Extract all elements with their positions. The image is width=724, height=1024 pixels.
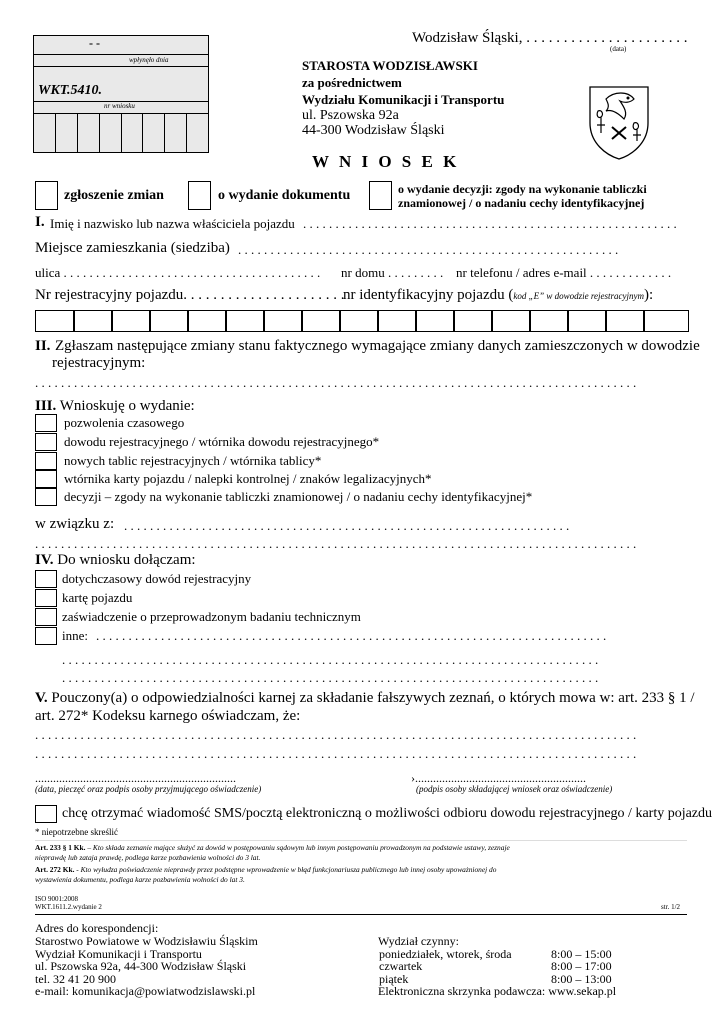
vin-cell[interactable] [529,310,569,332]
page-number: str. 1/2 [661,903,681,911]
vin-cell[interactable] [453,310,493,332]
art-272-text [35,865,687,885]
change-report-checkbox[interactable] [35,181,58,210]
residence-label: Miejsce zamieszkania (siedziba) [35,240,230,256]
attachment-item-1: dotychczasowy dowód rejestracyjny [62,571,252,586]
issue-item-1: pozwolenia czasowego [64,415,185,430]
iso-standard: ISO 9001:2008 [35,895,78,903]
art-272-body: - Kto wyłudza poświadczenie nieprawdy przez podstępne wprowadzenie w błąd funkcjonariusza publicznego lub innej osoby upoważnionej do [74,865,497,874]
temporary-permit-checkbox[interactable] [35,414,57,432]
section-4-number: IV. [35,552,54,568]
stamp-code: WKT.5410. [38,83,103,98]
vin-cell[interactable] [605,310,645,332]
decision-issue-checkbox[interactable] [369,181,392,210]
reason-field[interactable]: . . . . . . . . . . . . . . . . . . . . . . . . . . . . . . . . . . . . . . . . . . . . . . . . . . . . . . . . . . . . . . . . . . . . . [124,518,570,533]
hours-days-3: piątek [379,972,409,986]
stamp-dashes: - - [89,36,100,50]
vin-cell[interactable] [187,310,227,332]
correspondence-line-1: Starostwo Powiatowe w Wodzisławiu Śląskim [35,934,258,948]
form-version: WKT.1611.2.wydanie 2 [35,903,102,911]
art-233-text [35,843,687,863]
vehicle-card-checkbox[interactable] [35,589,57,607]
recipient-line-4: ul. Pszowska 92a [302,108,399,123]
decision-issue-label-2: znamionowej / o nadaniu cechy identyfikacyjnej [398,196,645,210]
house-number-field[interactable]: nr domu . . . . . . . . . [341,265,444,280]
applicant-signature-caption: (podpis osoby składającej wniosek oraz oświadczenie) [416,784,613,794]
vin-cell[interactable] [111,310,151,332]
sms-notification-checkbox[interactable] [35,805,57,823]
vin-cell[interactable] [73,310,113,332]
hours-time-2: 8:00 – 17:00 [551,959,612,973]
vin-label [343,287,653,304]
vin-cell[interactable] [643,310,689,332]
section-2-text-1: Zgłaszam następujące zmiany stanu faktycznego wymagające zmiany danych zamieszczonych w dowodzie [55,338,700,354]
issue-item-2: dowodu rejestracyjnego / wtórnika dowodu rejestracyjnego* [64,434,380,449]
coat-of-arms-icon [584,83,654,161]
vin-label-text: nr identyfikacyjny pojazdu ( [343,287,514,303]
section-3-heading [35,398,195,415]
street-field[interactable]: ulica . . . . . . . . . . . . . . . . . . . . . . . . . . . . . . . . . . . . . . . . [35,265,321,280]
recipient-line-2: za pośrednictwem [302,75,402,90]
vin-cell[interactable] [225,310,265,332]
office-email[interactable]: e-mail: komunikacja@powiatwodzislawski.pl [35,984,256,998]
owner-name-label: Imię i nazwisko lub nazwa właściciela pojazdu [50,216,295,231]
vin-cell[interactable] [339,310,379,332]
form-title: W N I O S E K [312,152,460,171]
change-report-label: zgłoszenie zmian [64,188,164,203]
document-issue-checkbox[interactable] [188,181,211,210]
opening-hours-title: Wydział czynny: [378,934,459,948]
vin-cell[interactable] [263,310,303,332]
officer-signature-field[interactable]: ................................................................... [35,771,236,785]
art-233-body: – Kto składa zeznanie mające służyć za dowód w postępowaniu sądowym lub innym postępowaniu prowadzonym na podstawie ustawy, zeznaje [85,843,510,852]
hours-days-1: poniedziałek, wtorek, środa [379,947,512,961]
other-attachment-line-2[interactable]: . . . . . . . . . . . . . . . . . . . . . . . . . . . . . . . . . . . . . . . . . . . . . . . . . . . . . . . . . . . . . . . . . . . . . . . . . . . . . . . . . . . [62,652,599,667]
decision-issue-label-1: o wydanie decyzji: zgody na wykonanie tabliczki [398,182,647,196]
hours-time-1: 8:00 – 15:00 [551,947,612,961]
recipient-line-1: STAROSTA WODZISŁAWSKI [302,58,478,73]
correspondence-title: Adres do korespondencji: [35,921,159,935]
section-4-heading [35,552,196,569]
section-5-text-2: art. 272* Kodeksu karnego oświadczam, że: [35,708,301,724]
document-issue-label: o wydanie dokumentu [218,188,351,203]
stamp-number-label: nr wniosku [104,102,135,110]
correspondence-line-2: Wydział Komunikacji i Transportu [35,947,202,961]
place-date[interactable]: Wodzisław Śląski, . . . . . . . . . . . . . . . . . . . . . . [412,30,688,46]
section-3-number: III. [35,398,57,414]
vehicle-card-duplicate-checkbox[interactable] [35,470,57,488]
reason-field-line-2[interactable]: . . . . . . . . . . . . . . . . . . . . . . . . . . . . . . . . . . . . . . . . . . . . . . . . . . . . . . . . . . . . . . . . . . . . . . . . . . . . . . . . . . . . . . . . . . . . . [35,536,637,551]
stamp-received-label: wpłynęło dnia [129,56,169,64]
correspondence-line-3: ul. Pszowska 92a, 44-300 Wodzisław Śląski [35,959,247,973]
owner-name-field[interactable]: . . . . . . . . . . . . . . . . . . . . . . . . . . . . . . . . . . . . . . . . . . . . . . . . . . . . . . . . . . [303,216,677,231]
attachment-item-3: zaświadczenie o przeprowadzonym badaniu technicznym [62,609,361,624]
vin-note: kod „E” w dowodzie rejestracyjnym [513,291,645,301]
attachment-item-2: kartę pojazdu [62,590,133,605]
art-233-body-2: nieprawdę lub zataja prawdę, podlega karze pozbawienia wolności do 3 lat. [35,853,261,862]
recipient-line-5: 44-300 Wodzisław Śląski [302,123,445,138]
applicant-signature-field[interactable]: ›......................................................... [411,771,586,785]
section-1-number: I. [35,214,45,230]
other-attachment-field[interactable]: . . . . . . . . . . . . . . . . . . . . . . . . . . . . . . . . . . . . . . . . . . . . . . . . . . . . . . . . . . . . . . . . . . . . . . . . . . . . . . . [96,628,607,643]
issue-item-3: nowych tablic rejestracyjnych / wtórnika tablicy* [64,453,322,468]
residence-field[interactable]: . . . . . . . . . . . . . . . . . . . . . . . . . . . . . . . . . . . . . . . . . . . . . . . . . . . . . . . . . . . [238,242,619,257]
section-5-text-1-body: Pouczony(a) o odpowiedzialności karnej za składanie fałszywych zeznań, o których mowa w: art. 233 § 1 / [51,690,695,706]
vin-cell[interactable] [567,310,607,332]
registration-certificate-checkbox[interactable] [35,433,57,451]
art-233-label: Art. 233 § 1 Kk. [35,843,86,852]
old-registration-checkbox[interactable] [35,570,57,588]
vin-cell[interactable] [149,310,189,332]
attachment-item-4: inne: [62,628,88,643]
section-4-heading-text: Do wniosku dołączam: [57,552,196,568]
reason-label: w związku z: [35,516,115,532]
section-2-number: II. [35,338,51,354]
footnote: * niepotrzebne skreślić [35,827,118,837]
hours-time-3: 8:00 – 13:00 [551,972,612,986]
art-272-label: Art. 272 Kk. [35,865,75,874]
changes-field[interactable]: . . . . . . . . . . . . . . . . . . . . . . . . . . . . . . . . . . . . . . . . . . . . . . . . . . . . . . . . . . . . . . . . . . . . . . . . . . . . . . . . . . . . . . . . . . . . . [35,375,637,390]
hours-days-2: czwartek [379,959,423,973]
vin-cell[interactable] [35,310,75,332]
date-caption: (data) [610,45,627,53]
vin-cell[interactable] [301,310,341,332]
issue-item-5: decyzji – zgody na wykonanie tabliczki znamionowej / o nadaniu cechy identyfikacyjnej* [64,489,533,504]
technical-inspection-checkbox[interactable] [35,608,57,626]
section-3-heading-text: Wnioskuję o wydanie: [59,398,195,414]
other-attachment-checkbox[interactable] [35,627,57,645]
officer-signature-caption: (data, pieczęć oraz podpis osoby przyjmującego oświadczenie) [35,784,262,794]
office-phone: tel. 32 41 20 900 [35,972,116,986]
other-attachment-line-3[interactable]: . . . . . . . . . . . . . . . . . . . . . . . . . . . . . . . . . . . . . . . . . . . . . . . . . . . . . . . . . . . . . . . . . . . . . . . . . . . . . . . . . . . [62,670,599,685]
vin-cell[interactable] [491,310,531,332]
vin-label-end: ): [644,287,654,303]
declaration-field-1[interactable]: . . . . . . . . . . . . . . . . . . . . . . . . . . . . . . . . . . . . . . . . . . . . . . . . . . . . . . . . . . . . . . . . . . . . . . . . . . . . . . . . . . . . . . . . . . . . . [35,727,637,742]
vin-cell[interactable] [415,310,455,332]
phone-email-field[interactable]: nr telefonu / adres e-mail . . . . . . . . . . . . . [456,265,672,280]
section-2-text-2: rejestracyjnym: [52,355,146,371]
recipient-line-3: Wydziału Komunikacji i Transportu [302,92,505,107]
plate-decision-checkbox[interactable] [35,488,57,506]
declaration-field-2[interactable]: . . . . . . . . . . . . . . . . . . . . . . . . . . . . . . . . . . . . . . . . . . . . . . . . . . . . . . . . . . . . . . . . . . . . . . . . . . . . . . . . . . . . . . . . . . . . . [35,746,637,761]
section-5-number: V. [35,690,48,706]
art-272-body-2: wystawienia dokumentu, podlega karze pozbawienia wolności do lat 3. [35,875,245,884]
registration-number-field[interactable]: Nr rejestracyjny pojazdu. . . . . . . . . . . . . . . . . . . . . . [35,287,345,303]
section-5-text-1 [35,690,695,707]
epuap-inbox[interactable]: Elektroniczna skrzynka podawcza: www.sekap.pl [378,984,617,998]
issue-item-4: wtórnika karty pojazdu / nalepki kontrolnej / znaków legalizacyjnych* [64,471,432,486]
sms-notification-label: chcę otrzymać wiadomość SMS/pocztą elektroniczną o możliwości odbioru dowodu rejestracyjnego / karty pojazdu [62,806,713,821]
registration-stamp [33,35,209,153]
license-plates-checkbox[interactable] [35,452,57,470]
vin-cell[interactable] [377,310,417,332]
